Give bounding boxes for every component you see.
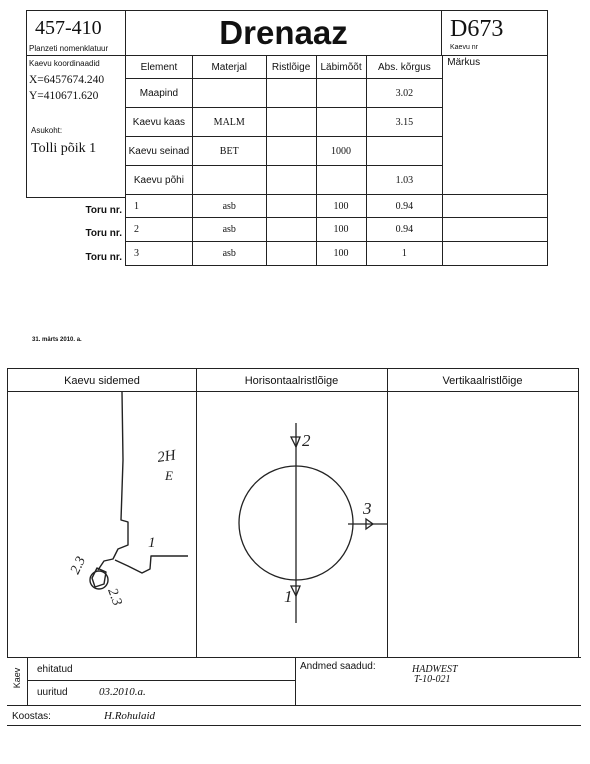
row-diameter <box>316 108 366 137</box>
section-divider-1 <box>196 369 197 657</box>
author-label: Koostas: <box>12 711 51 722</box>
row-elevation: 3.15 <box>366 108 443 137</box>
address-label: Asukoht: <box>31 126 63 135</box>
pipe-row <box>126 218 548 242</box>
pipe-cross <box>266 242 316 266</box>
row-cross <box>266 79 316 108</box>
row-cross <box>266 166 316 195</box>
pipe-number: 1 <box>126 195 193 218</box>
pipe-material: asb <box>192 218 266 242</box>
well-number-box <box>441 10 548 56</box>
sheet-number-box <box>26 10 126 56</box>
pipe-cross <box>266 195 316 218</box>
surveyed-value: 03.2010.a. <box>99 686 146 698</box>
mark-e: E <box>165 468 173 483</box>
row-material: MALM <box>192 108 266 137</box>
section-title-right: Vertikaalristlõige <box>442 375 523 387</box>
pipe-elevation: 0.94 <box>366 195 443 218</box>
pipe-label-1: Toru nr. <box>85 205 122 216</box>
row-elevation: 3.02 <box>366 79 443 108</box>
mark-2-3-a: 2.3 <box>68 554 90 577</box>
section-title-left: Kaevu sidemed <box>64 375 140 387</box>
col-header-element: Element <box>126 56 193 79</box>
pipe-material: asb <box>192 195 266 218</box>
built-label: ehitatud <box>37 664 73 675</box>
footer-left-box <box>27 657 296 705</box>
pipe-material: asb <box>192 242 266 266</box>
pipe-remarks <box>443 218 548 242</box>
mark-1-left: 1 <box>148 535 156 551</box>
row-cross <box>266 108 316 137</box>
pipe-elevation: 1 <box>366 242 443 266</box>
pipe-row <box>126 195 548 218</box>
col-header-diameter: Läbimõõt <box>316 56 366 79</box>
pipe-remarks <box>443 195 548 218</box>
pipe-number: 2 <box>126 218 193 242</box>
row-elevation <box>366 137 443 166</box>
title-box <box>125 10 442 56</box>
col-header-elevation: Abs. kõrgus <box>366 56 443 79</box>
col-header-remarks: Märkus <box>447 57 481 68</box>
pipe-diameter: 100 <box>316 195 366 218</box>
col-header-cross-section: Ristlõige <box>266 56 316 79</box>
well-number-label: Kaevu nr <box>450 44 479 51</box>
pipe-label-2: Toru nr. <box>85 228 122 239</box>
pipe-remarks <box>443 242 548 266</box>
data-source-value-2: T-10-021 <box>414 674 451 685</box>
well-data-table <box>125 55 548 266</box>
remarks-cell <box>443 56 548 195</box>
pipe-elevation: 0.94 <box>366 218 443 242</box>
data-source-label: Andmed saadud: <box>300 661 376 672</box>
row-elevation: 1.03 <box>366 166 443 195</box>
row-element: Kaevu seinad <box>126 137 193 166</box>
row-diameter <box>316 79 366 108</box>
mark-2-mid: 2 <box>302 431 311 450</box>
data-source-value-1: HADWEST <box>412 664 458 675</box>
sheet-number-label: Planzeti nomenklatuur <box>29 44 109 53</box>
sketch-panel <box>7 368 579 658</box>
row-element: Maapind <box>126 79 193 108</box>
coord-y: Y=410671.620 <box>29 90 99 102</box>
mark-2h: 2H <box>156 447 177 466</box>
row-element: Kaevu kaas <box>126 108 193 137</box>
pipe-diameter: 100 <box>316 242 366 266</box>
section-divider-2 <box>387 369 388 657</box>
row-material <box>192 79 266 108</box>
pipe-label-3: Toru nr. <box>85 252 122 263</box>
date-note: 31. märts 2010. a. <box>32 337 82 343</box>
row-element: Kaevu põhi <box>126 166 193 195</box>
pipe-cross <box>266 218 316 242</box>
col-header-material: Materjal <box>192 56 266 79</box>
row-material: BET <box>192 137 266 166</box>
coordinates-box <box>26 55 126 198</box>
pipe-row <box>126 242 548 266</box>
mark-1-mid: 1 <box>284 587 293 606</box>
footer-kaev-box <box>7 657 28 705</box>
page-title: Drenaaz <box>219 14 348 51</box>
well-number: D673 <box>450 16 504 42</box>
section-title-middle: Horisontaalristlõige <box>244 375 339 387</box>
pipe-diameter: 100 <box>316 218 366 242</box>
author-value: H.Rohulaid <box>104 710 156 722</box>
row-material <box>192 166 266 195</box>
sheet-number: 457-410 <box>35 17 102 39</box>
row-cross <box>266 137 316 166</box>
row-diameter <box>316 166 366 195</box>
pipe-number: 3 <box>126 242 193 266</box>
row-diameter: 1000 <box>316 137 366 166</box>
surveyed-label: uuritud <box>37 687 68 698</box>
mark-2-3-b: 2.3 <box>104 586 125 608</box>
coord-x: X=6457674.240 <box>29 74 105 86</box>
kaev-label: Kaev <box>12 667 22 689</box>
footer-bottom-line <box>7 705 581 706</box>
footer-mid-line <box>27 680 295 681</box>
footer-author-line <box>7 725 581 726</box>
section-header-line <box>8 391 578 392</box>
coordinates-label: Kaevu koordinaadid <box>29 59 100 68</box>
mark-3-mid: 3 <box>363 499 372 518</box>
address: Tolli põik 1 <box>31 141 97 156</box>
